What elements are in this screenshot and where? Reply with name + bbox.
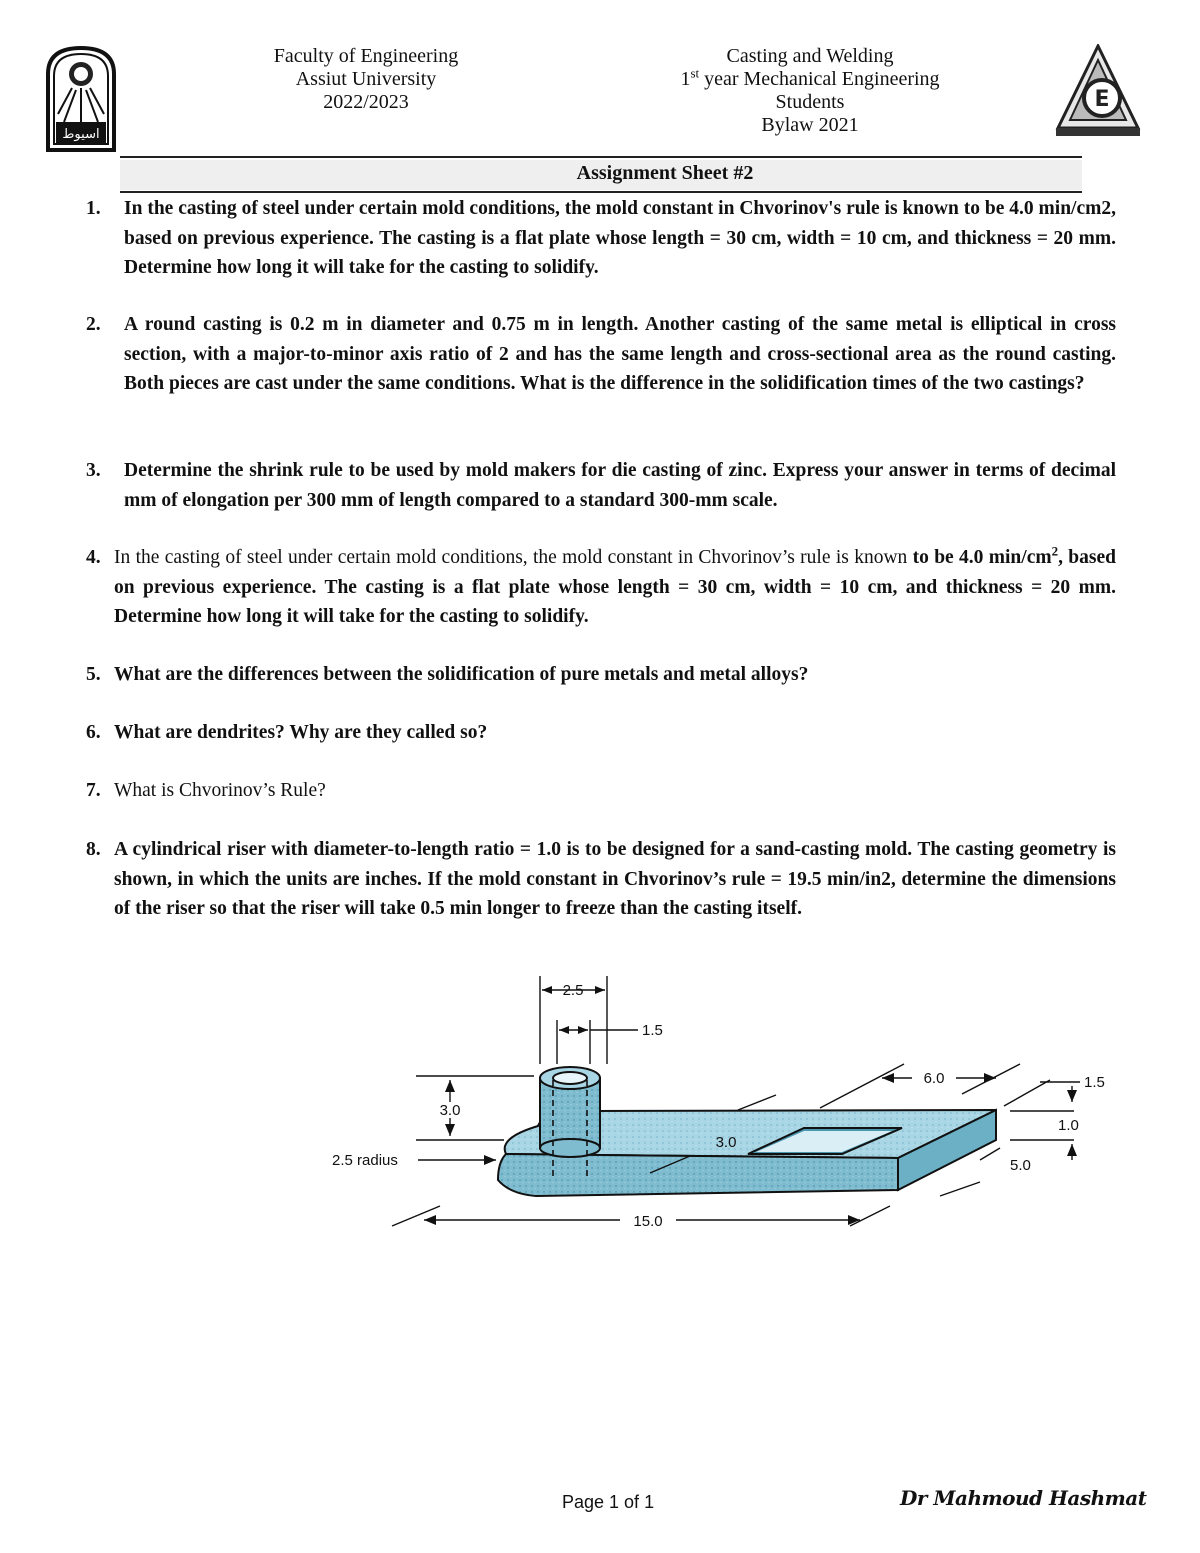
- question-text: [114, 543, 1116, 632]
- header-right-block: [620, 45, 1000, 137]
- page-number: Page 1 of 1: [562, 1492, 655, 1512]
- dim-hole-label: 3.0: [715, 1134, 737, 1151]
- question-text: A cylindrical riser with diameter-to-length ratio = 1.0 is to be designed for a sand-casting mold. The casting geometry is shown, in which the units are inches. If the mold constant in Chvorinov’s rule = 19.5 min/in2, determine the dimensions of the riser so that the riser will take 0.5 min longer to freeze than the casting itself.: [114, 839, 1116, 919]
- dim-radius-label: 2.5 radius: [332, 1152, 398, 1169]
- title-rule-top: [120, 156, 1082, 158]
- question-text: What are dendrites? Why are they called so?: [114, 722, 488, 743]
- question-number: 4.: [86, 547, 101, 568]
- question-number: 7.: [86, 780, 101, 801]
- dim-riser-outer-label: 2.5: [562, 982, 584, 999]
- casting-geometry-figure: [320, 968, 1130, 1258]
- dim-length-label: 15.0: [633, 1213, 663, 1230]
- dim-riser-inner-label: 1.5: [642, 1022, 663, 1039]
- question-text-superscript: 2: [1051, 543, 1059, 559]
- question-number: 8.: [86, 839, 101, 860]
- dim-thickness-label: 1.0: [1058, 1117, 1079, 1134]
- question-text-part: , based on previous experience. The casting is a flat plate whose length = 30 cm, width = 10 cm, and thickness = 20 mm. Determine how long it will take for the casting to solidify.: [114, 547, 1116, 627]
- course-name: Casting and Welding: [726, 45, 894, 67]
- question-number: 5.: [86, 664, 101, 685]
- question-text: In the casting of steel under certain mold conditions, the mold constant in Chvorinov's rule is known to be 4.0 min/cm2, based on previous experience. The casting is a flat plate whose length = 30 cm, width = 10 cm, and thickness = 20 mm. Determine how long it will take for the casting to solidify.: [124, 198, 1116, 278]
- svg-text:E: E: [1094, 87, 1110, 112]
- dim-width-label: 5.0: [1010, 1157, 1031, 1174]
- plate-front-face: [498, 1154, 898, 1196]
- question-number: 3.: [86, 460, 101, 481]
- dim-offset-label: 1.5: [1084, 1074, 1105, 1091]
- dim-height-label: 3.0: [439, 1102, 461, 1119]
- question-number: 6.: [86, 722, 101, 743]
- question-text: What is Chvorinov’s Rule?: [114, 780, 326, 801]
- bylaw: Bylaw 2021: [761, 114, 859, 136]
- question-2: [86, 310, 1116, 399]
- academic-year: 2022/2023: [323, 91, 409, 113]
- svg-text:ﺍﺳﻴﻮﻁ: ﺍﺳﻴﻮﻁ: [62, 127, 100, 142]
- dim-slot-length-label: 6.0: [923, 1070, 945, 1087]
- author-signature: Dr Mahmoud Hashmat: [900, 1486, 1147, 1510]
- course-year-number: 1: [680, 68, 691, 90]
- course-year: [620, 65, 1000, 91]
- course-year-suffix: st: [690, 65, 700, 81]
- header-left-block: [216, 45, 516, 114]
- question-4: [86, 543, 1116, 632]
- question-number: 2.: [86, 314, 101, 335]
- question-text-part: to be 4.0 min/cm: [912, 547, 1052, 568]
- question-6: [86, 718, 1116, 748]
- question-3: [86, 456, 1116, 515]
- question-5: [86, 660, 1116, 690]
- faculty-name: Faculty of Engineering: [273, 45, 459, 67]
- question-text: A round casting is 0.2 m in diameter and 0.75 m in length. Another casting of the same metal is elliptical in cross section, with a major-to-minor axis ratio of 2 and has the same length and cross-sectional area as the round casting. Both pieces are cast under the same conditions. What is the difference in the solidification times of the two castings?: [124, 314, 1116, 394]
- course-audience: Students: [775, 91, 845, 113]
- university-name: Assiut University: [295, 68, 437, 90]
- course-year-text: year Mechanical Engineering: [699, 68, 940, 90]
- question-text: Determine the shrink rule to be used by mold makers for die casting of zinc. Express your answer in terms of decimal mm of elongation per 300 mm of length compared to a standard 300-mm scale.: [124, 460, 1116, 511]
- question-7: [86, 776, 1116, 806]
- question-8: [86, 835, 1116, 924]
- question-text: What are the differences between the solidification of pure metals and metal alloys?: [114, 664, 809, 685]
- faculty-of-engineering-logo-icon: [1052, 44, 1144, 140]
- question-number: 1.: [86, 198, 101, 219]
- question-text-part: In the casting of steel under certain mold conditions, the mold constant in Chvorinov’s rule is known: [114, 547, 913, 568]
- title-rule-bottom: [120, 191, 1082, 193]
- assiut-university-seal-icon: [42, 44, 120, 154]
- sheet-title: Assignment Sheet #2: [576, 162, 754, 184]
- question-1: [86, 194, 1116, 283]
